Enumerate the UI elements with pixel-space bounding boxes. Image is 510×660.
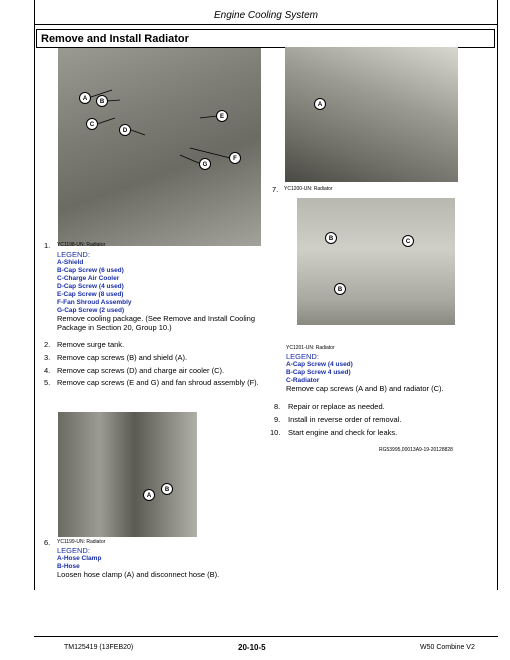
legend-item: A-Hose Clamp: [57, 555, 102, 562]
legend-item: A-Cap Screw (4 used): [286, 361, 353, 368]
legend-heading: LEGEND:: [57, 546, 90, 555]
legend-heading: LEGEND:: [286, 352, 319, 361]
step-text: Remove cap screws (D) and charge air cooler (C).: [57, 366, 225, 375]
callout-f: F: [229, 152, 241, 164]
footer-doc-id: TM125419 (13FEB20): [64, 644, 134, 651]
figure-caption: YC1201-UN: Radiator: [286, 345, 335, 351]
step-text: Loosen hose clamp (A) and disconnect hose (B).: [57, 570, 220, 579]
callout-a: A: [143, 489, 155, 501]
step-text: Remove cap screws (A and B) and radiator (C).: [286, 384, 444, 393]
section-title: Remove and Install Radiator: [41, 33, 189, 45]
legend-item: C-Radiator: [286, 377, 320, 384]
header-title: Engine Cooling System: [214, 10, 318, 21]
legend-item: F-Fan Shroud Assembly: [57, 299, 132, 306]
legend-item: E-Cap Screw (8 used): [57, 291, 124, 298]
callout-c: C: [86, 118, 98, 130]
step-text: Start engine and check for leaks.: [288, 428, 398, 437]
callout-d: D: [119, 124, 131, 136]
radiator-photo-hose: [58, 412, 197, 537]
step-number: 3.: [44, 353, 51, 362]
legend-item: B-Hose: [57, 563, 80, 570]
callout-b: B: [334, 283, 346, 295]
step-text: Package in Section 20, Group 10.): [57, 323, 172, 332]
reference-code: RG53995,00013A9-19-20128828: [379, 447, 453, 453]
figure-caption: YC1198-UN: Radiator: [57, 242, 106, 248]
callout-g: G: [199, 158, 211, 170]
callout-a: A: [79, 92, 91, 104]
step-number: 7.: [272, 185, 279, 194]
step-number: 1.: [44, 241, 51, 250]
footer-page-number: 20-10-5: [238, 643, 266, 652]
legend-item: A-Shield: [57, 259, 84, 266]
callout-c: C: [402, 235, 414, 247]
legend-item: B-Cap Screw 4 used): [286, 369, 351, 376]
step-text: Remove cooling package. (See Remove and Install Cooling: [57, 314, 256, 323]
callout-a: A: [314, 98, 326, 110]
step-text: Remove surge tank.: [57, 340, 125, 349]
step-text: Remove cap screws (E and G) and fan shroud assembly (F).: [57, 378, 259, 387]
step-text: Install in reverse order of removal.: [288, 415, 402, 424]
figure-caption: YC1199-UN: Radiator: [57, 539, 106, 545]
legend-item: G-Cap Screw (2 used): [57, 307, 125, 314]
figure-caption: YC1200-UN: Radiator: [284, 186, 333, 192]
step-number: 5.: [44, 378, 51, 387]
callout-b: B: [325, 232, 337, 244]
legend-item: D-Cap Screw (4 used): [57, 283, 124, 290]
step-number: 8.: [274, 402, 281, 411]
radiator-photo-surge-tank: [285, 47, 458, 182]
step-number: 2.: [44, 340, 51, 349]
legend-item: C-Charge Air Cooler: [57, 275, 120, 282]
footer-product: W50 Combine V2: [420, 644, 475, 651]
step-number: 6.: [44, 538, 51, 547]
footer-divider: [34, 636, 498, 637]
callout-b: B: [161, 483, 173, 495]
step-number: 9.: [274, 415, 281, 424]
legend-item: B-Cap Screw (6 used): [57, 267, 124, 274]
step-number: 4.: [44, 366, 51, 375]
step-text: Repair or replace as needed.: [288, 402, 385, 411]
callout-b: B: [96, 95, 108, 107]
callout-e: E: [216, 110, 228, 122]
legend-heading: LEGEND:: [57, 250, 90, 259]
radiator-photo-core: [297, 198, 455, 325]
step-text: Remove cap screws (B) and shield (A).: [57, 353, 188, 362]
step-number: 10.: [270, 428, 281, 437]
